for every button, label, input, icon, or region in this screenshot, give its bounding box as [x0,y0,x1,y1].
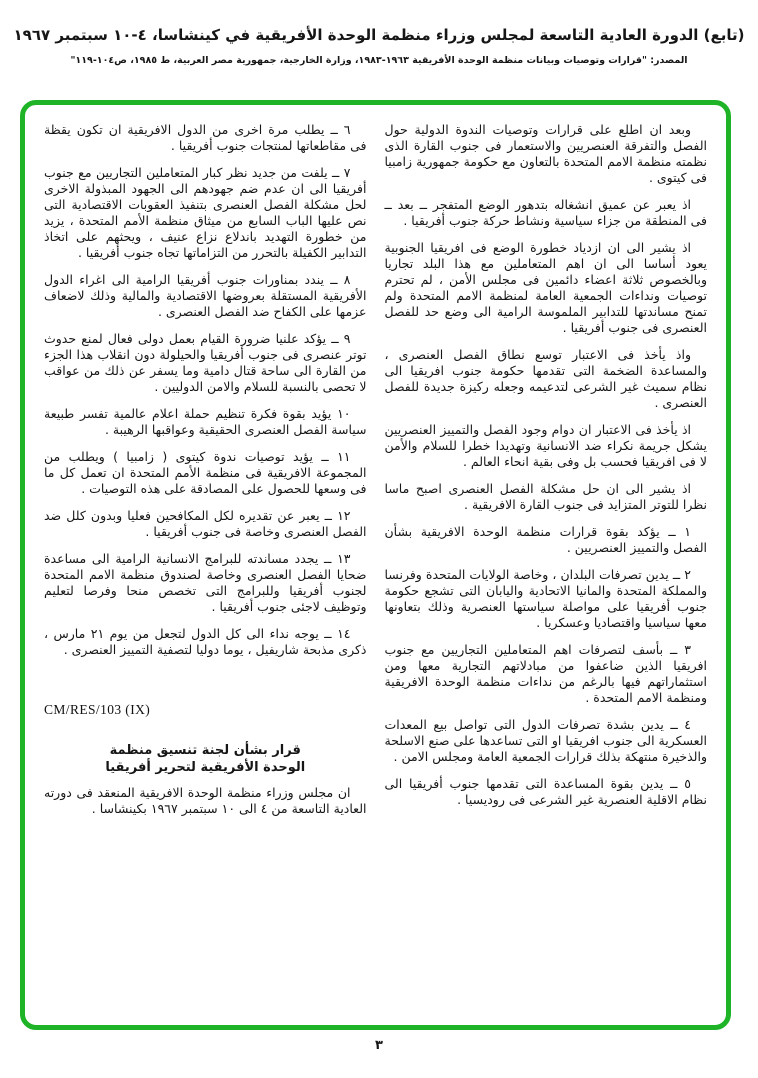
two-column-layout [25,105,726,1025]
resolution-reference: CM/RES/103 (IX) [44,702,151,717]
body-paragraph: واذ يأخذ فى الاعتبار توسع نطاق الفصل العنصرى ، والمساعدة الضخمة التى تقدمها حكومة جنوب افريقيا الى نظام سميث غير الشرعى لتدعيمه وجعله ركيزة جديدة للفصل العنصرى . [384,347,707,410]
resolution-item-4: ٤ ــ يدين بشدة تصرفات الدول التى تواصل بيع المعدات العسكرية الى جنوب افريقيا او التى تساعدها على صنع الاسلحة والذخيرة منتهكة بذلك قرارات الجمعية العامة ومجلس الامن . [384,717,707,764]
body-paragraph: وبعد ان اطلع على قرارات وتوصيات الندوة الدولية حول الفصل والتفرقة العنصريين والاستعمار فى جنوب القارة الذى نظمته منظمة الامم المتحدة بالتعاون مع حكومة جمهورية زامبيا فى كيتوى . [384,122,707,185]
resolution-item-8: ٨ ــ يندد بمناورات جنوب أفريقيا الرامية الى اغراء الدول الأفريقية المستقلة بعروضها الاقتصادية والمالية وذلك لاضعاف عزمها على الكفاح ضد الفصل العنصرى . [44,272,367,319]
resolution-item-11: ١١ ــ يؤيد توصيات ندوة كيتوى ( زامبيا ) ويطلب من المجموعة الافريقية فى منظمة الأمم المتحدة ان تعمل كل ما فى وسعها للحصول على المصادقة على هذه التوصيات . [44,449,367,496]
body-paragraph: اذ يعبر عن عميق انشغاله بتدهور الوضع المتفجر ــ بعد ــ فى المنطقة من جزاء سياسية ونشاط حركة جنوب أفريقيا . [384,197,707,228]
resolution-item-14: ١٤ ــ يوجه نداء الى كل الدول لتجعل من يوم ٢١ مارس ، ذكرى مذبحة شاريفيل ، يوما دوليا لتصفية التمييز العنصرى . [44,626,367,657]
resolution-item-1: ١ ــ يؤكد بقوة قرارات منظمة الوحدة الافريقية بشأن الفصل والتمييز العنصريين . [384,524,707,555]
resolution-item-2: ٢ ــ يدين تصرفات البلدان ، وخاصة الولايات المتحدة وفرنسا والمملكة المتحدة والمانيا الاتحادية واليابان التى تشجع حكومة جنوب أفريقيا على مواصلة سياستها العنصرية وذلك بتعاونها معها سياسيا واقتصاديا وعسكريا . [384,567,707,630]
page-number: ٣ [375,1038,383,1053]
body-paragraph: اذ يشير الى ان ازدياد خطورة الوضع فى افريقيا الجنوبية يعود أساسا الى ان اهم المتعاملين مع هذا البلد تجاريا وبالخصوص ثلاثة اعضاء دائمين فى مجلس الأمن ، لم تحترم توصيات ونداءات الجمعية العامة لمنظمة الامم المتحدة ولم تمنح مساندتها للتدابير الملموسة الرامية الى وضع حد للفصل العنصرى فى جنوب أفريقيا . [384,240,707,335]
resolution-heading-line1: قرار بشأن لجنة تنسيق منظمة [109,743,301,758]
resolution-item-6: ٦ ــ يطلب مرة اخرى من الدول الافريقية ان تكون يقظة فى مقاطعاتها لمنتجات جنوب أفريقيا . [44,122,367,153]
body-paragraph: اذ يأخذ فى الاعتبار ان دوام وجود الفصل والتمييز العنصريين يشكل جريمة نكراء ضد الانسانية وتهديدا خطرا للسلام والأمن لا فى افريقيا فحسب بل وفى بقية انحاء العالم . [384,422,707,469]
column-left [44,122,367,1015]
resolution-item-3: ٣ ــ بأسف لتصرفات اهم المتعاملين التجاريين مع جنوب افريقيا الذين ضاعفوا من مبادلاتهم التجارية معها ومن استثماراتهم فيها بالرغم من نداءات منظمة الوحدة الافريقية ومنظمة الامم المتحدة . [384,642,707,705]
resolution-item-13: ١٣ ــ يجدد مساندته للبرامج الانسانية الرامية الى مساعدة ضحايا الفصل العنصرى وخاصة لصندوق منظمة الامم المتحدة لجنوب أفريقيا وللبرامج التى تخصص منحا وفرصا لتعليم وتوظيف لاجئى جنوب أفريقيا . [44,551,367,614]
resolution-item-7: ٧ ــ يلفت من جديد نظر كبار المتعاملين التجاريين مع جنوب أفريقيا الى ان عدم ضم جهودهم الى الجهود المبذولة الاخرى لحل مشكلة الفصل العنصرى بتنفيذ العقوبات الاقتصادية التى نص عليها الباب السابع من ميثاق منظمة الأمم المتحدة ، يزيد من خطورة التهديد باندلاع نزاع عنيف ، ويحثهم على اتخاذ التدابير الكفيلة بالتحرر من التزاماتها تجاه جنوب أفريقيا . [44,165,367,260]
resolution-item-9: ٩ ــ يؤكد علنيا ضرورة القيام بعمل دولى فعال لمنع حدوث توتر عنصرى فى جنوب أفريقيا والحيلولة دون انقلاب هذا الجزء من القارة الى ساحة قتال دامية وما يسفر عن ذلك من عواقب لا تحصى بالنسبة للسلام والامن الدوليين . [44,331,367,394]
resolution-item-10: ١٠ يؤيد بقوة فكرة تنظيم حملة اعلام عالمية تفسر طبيعة سياسة الفصل العنصرى الحقيقية وعواقبها الرهيبة . [44,406,367,437]
resolution-item-5: ٥ ــ يدين بقوة المساعدة التى تقدمها جنوب أفريقيا الى نظام الاقلية العنصرية غير الشرعى فى روديسيا . [384,776,707,807]
session-title: (تابع) الدورة العادية التاسعة لمجلس وزراء منظمة الوحدة الأفريقية في كينشاسا، ٤-١٠ سبتمبر ١٩٦٧ [13,26,745,44]
source-citation: المصدر: "قرارات وتوصيات وبيانات منظمة الوحدة الأفريقية ١٩٦٣-١٩٨٣، وزارة الخارجية، جمهورية مصر العربية، ط ١٩٨٥، ص١٠٤-١١٩" [70,55,688,66]
resolution-item-12: ١٢ ــ يعبر عن تقديره لكل المكافحين فعليا وبدون كلل ضد الفصل العنصرى وخاصة فى جنوب أفريقيا . [44,508,367,539]
document-frame [20,100,731,1030]
column-right [385,122,708,1015]
body-paragraph: اذ يشير الى ان حل مشكلة الفصل العنصرى اصبح ماسا نظرا للتوتر المتزايد فى جنوب القارة الافريقية . [384,481,707,512]
resolution-preamble: ان مجلس وزراء منظمة الوحدة الافريقية المنعقد فى دورته العادية التاسعة من ٤ الى ١٠ سبتمبر ١٩٦٧ بكينشاسا . [44,785,367,816]
resolution-heading-line2: الوحدة الأفريقية لتحرير أفريقيا [105,760,306,775]
page-header [0,0,758,66]
